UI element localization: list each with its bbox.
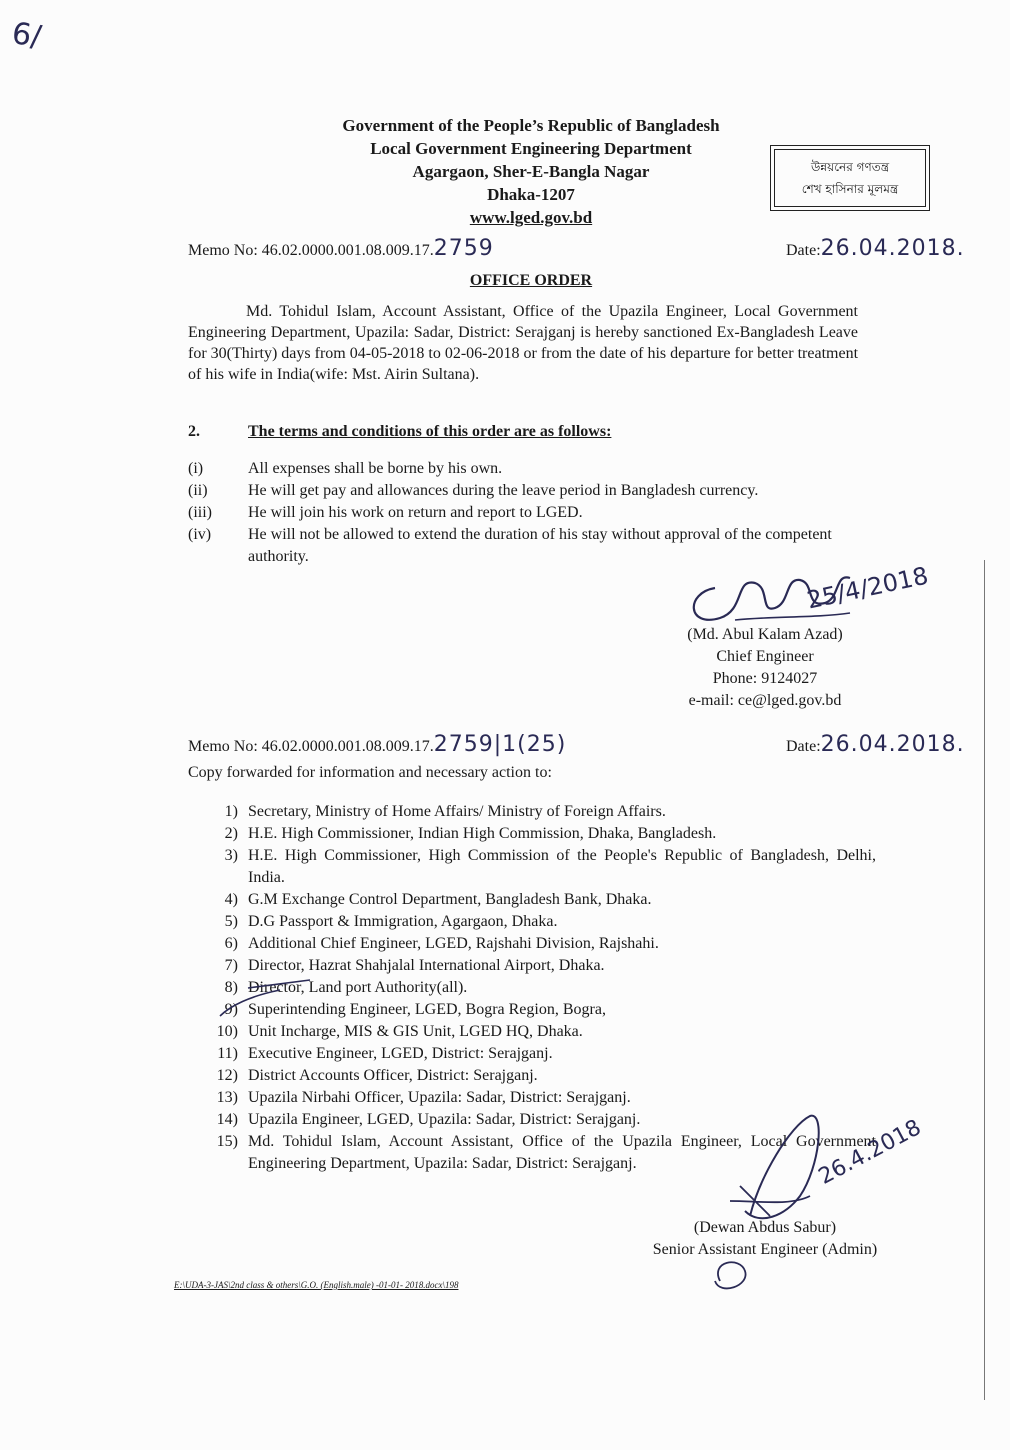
list-text: H.E. High Commissioner, High Commission of the People's Republic of Bangladesh, Delhi, India. (248, 847, 876, 886)
header-url[interactable]: www.lged.gov.bd (469, 208, 593, 227)
list-text: Director, Hazrat Shahjalal International Airport, Dhaka. (248, 957, 605, 974)
footer-file-path: E:\UDA-3-JAS\2nd class & others\G.O. (English.male) -01-01- 2018.docx\198 (174, 1280, 459, 1290)
list-number: 8) (224, 979, 238, 996)
list-number: 6) (224, 935, 238, 952)
handwritten-date: 26.04.2018. (820, 236, 965, 261)
list-text: Secretary, Ministry of Home Affairs/ Ministry of Foreign Affairs. (248, 803, 666, 820)
signatory-2-block (620, 1217, 910, 1261)
memo-handwritten-number: 2759|1(25) (433, 732, 567, 757)
scan-edge-line (984, 560, 985, 1400)
handwritten-tick-marks (200, 976, 320, 1036)
margin-handwritten-mark: 6/ (9, 16, 44, 55)
memo-prefix: Memo No: 46.02.0000.001.08.009.17. (188, 242, 434, 259)
condition-label: (i) (188, 460, 204, 477)
list-number: 7) (224, 957, 238, 974)
list-text: Upazila Engineer, LGED, Upazila: Sadar, District: Serajganj. (248, 1111, 641, 1128)
condition-text: He will get pay and allowances during the leave period in Bangladesh currency. (248, 482, 759, 499)
list-text: G.M Exchange Control Department, Bangladesh Bank, Dhaka. (248, 891, 652, 908)
slogan-box (770, 145, 930, 211)
signatory-designation: Senior Assistant Engineer (Admin) (652, 1241, 878, 1258)
signatory-designation: Chief Engineer (716, 648, 814, 665)
memo-prefix: Memo No: 46.02.0000.001.08.009.17. (188, 738, 434, 755)
signatory-phone: Phone: 9124027 (712, 670, 818, 687)
list-text: D.G Passport & Immigration, Agargaon, Dhaka. (248, 913, 558, 930)
signature-senior-assistant-engineer (700, 1106, 900, 1306)
condition-label: (iv) (188, 526, 212, 543)
list-text: Unit Incharge, MIS & GIS Unit, LGED HQ, Dhaka. (248, 1023, 583, 1040)
list-text: Executive Engineer, LGED, District: Serajganj. (248, 1045, 553, 1062)
list-number: 5) (224, 913, 238, 930)
signature-2-handwritten-date: 26.4.2018 (814, 1115, 926, 1190)
list-text: H.E. High Commissioner, Indian High Commission, Dhaka, Bangladesh. (248, 825, 717, 842)
memo-date-1 (786, 236, 965, 261)
order-paragraph: Md. Tohidul Islam, Account Assistant, Office of the Upazila Engineer, Local Government Engineering Department, Upazila: Sadar, District: Serajganj is hereby sanctioned Ex-Bangladesh Leave for 30(Thirty) days from 04-05-2018 to 02-06-2018 or from the date of his departure for better treatment of his wife in India(wife: Mst. Airin Sultana). (188, 303, 859, 383)
list-number: 10) (216, 1023, 238, 1040)
signatory-name: (Dewan Abdus Sabur) (693, 1219, 837, 1236)
list-text: Additional Chief Engineer, LGED, Rajshahi Division, Rajshahi. (248, 935, 659, 952)
slogan-line-2: শেখ হাসিনার মূলমন্ত্র (801, 182, 899, 196)
condition-label: (ii) (188, 482, 208, 499)
condition-text: All expenses shall be borne by his own. (248, 460, 503, 477)
memo-number-1 (188, 236, 494, 261)
header-address: Agargaon, Sher-E-Bangla Nagar (412, 162, 650, 181)
memo-handwritten-number: 2759 (433, 236, 494, 261)
condition-text: He will not be allowed to extend the duration of his stay without approval of the competent authority. (248, 526, 832, 565)
signatory-email: e-mail: ce@lged.gov.bd (688, 692, 842, 709)
list-text: District Accounts Officer, District: Serajganj. (248, 1067, 538, 1084)
list-number: 11) (217, 1045, 238, 1062)
office-order-title: OFFICE ORDER (469, 272, 593, 289)
date-label: Date: (786, 738, 821, 755)
handwritten-date: 26.04.2018. (820, 732, 965, 757)
list-number: 2) (224, 825, 238, 842)
signatory-name: (Md. Abul Kalam Azad) (687, 626, 843, 643)
list-number: 3) (224, 847, 238, 864)
list-text: Superintending Engineer, LGED, Bogra Region, Bogra, (248, 1001, 606, 1018)
slogan-line-1: উন্নয়নের গণতন্ত্র (810, 160, 890, 174)
list-number: 15) (216, 1133, 238, 1150)
list-number: 14) (216, 1111, 238, 1128)
signature-1-handwritten-date: 25/4/2018 (804, 561, 931, 615)
list-number: 12) (216, 1067, 238, 1084)
list-text: Upazila Nirbahi Officer, Upazila: Sadar, District: Serajganj. (248, 1089, 631, 1106)
terms-title: The terms and conditions of this order are as follows: (248, 423, 612, 440)
list-number: 1) (224, 803, 238, 820)
header-department: Local Government Engineering Department (370, 139, 692, 158)
condition-text: He will join his work on return and report to LGED. (248, 504, 583, 521)
list-number: 4) (224, 891, 238, 908)
list-text: Md. Tohidul Islam, Account Assistant, Office of the Upazila Engineer, Local Government Engineering Department, Upazila: Sadar, District: Serajganj. (248, 1133, 876, 1172)
signatory-1-block (640, 624, 890, 712)
header-government: Government of the People’s Republic of Bangladesh (342, 116, 720, 135)
condition-label: (iii) (188, 504, 212, 521)
terms-number: 2. (188, 423, 200, 440)
list-text: Director, Land port Authority(all). (248, 979, 468, 996)
header-city: Dhaka-1207 (487, 185, 575, 204)
memo-date-2 (786, 732, 965, 757)
memo-number-2 (188, 732, 566, 757)
list-number: 9) (224, 1001, 238, 1018)
copy-forwarded-intro: Copy forwarded for information and necessary action to: (188, 764, 552, 781)
date-label: Date: (786, 242, 821, 259)
list-number: 13) (216, 1089, 238, 1106)
